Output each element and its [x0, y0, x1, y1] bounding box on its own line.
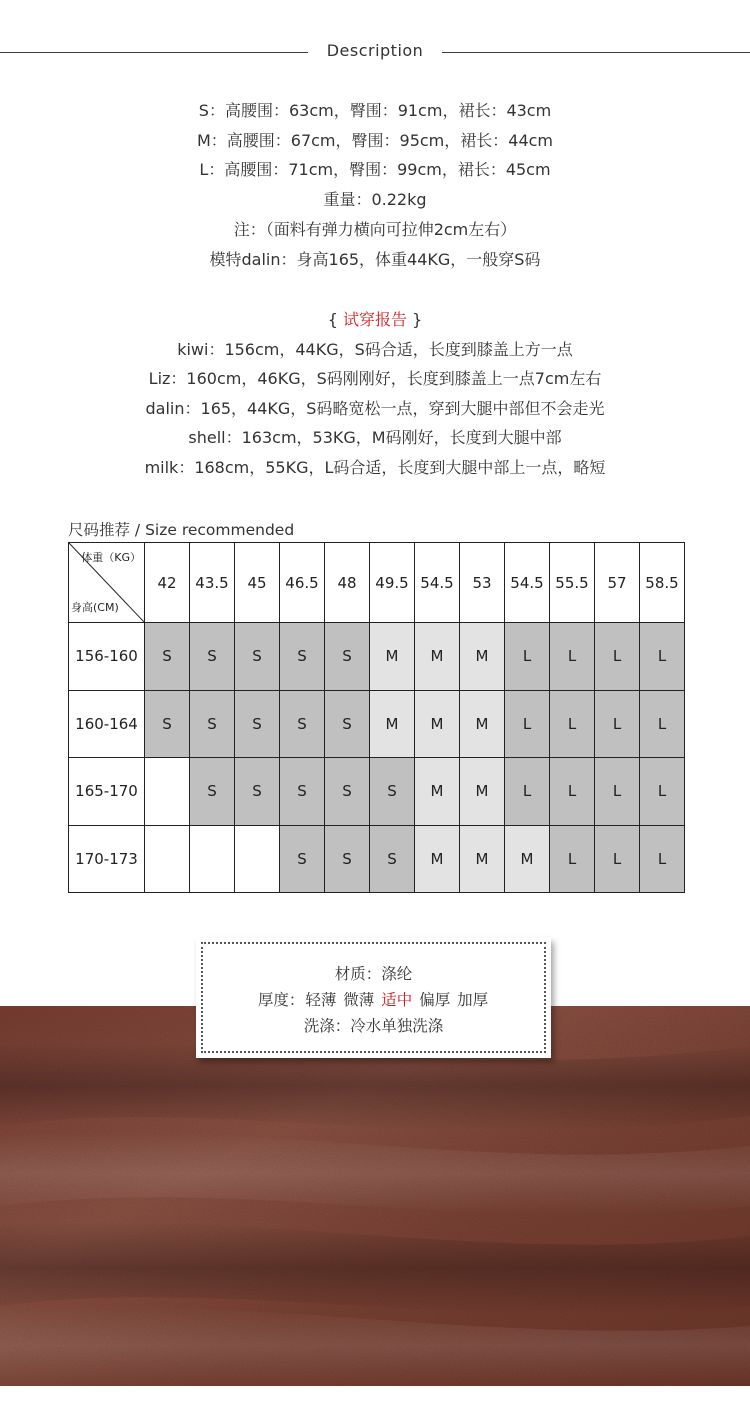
weight-header: 54.5: [415, 543, 460, 623]
spec-line: M：高腰围：67cm，臀围：95cm，裙长：44cm: [196, 130, 554, 150]
height-axis-label: 身高(CM): [71, 601, 119, 614]
trial-entry: dalin：165，44KG，S码略宽松一点，穿到大腿中部但不会走光: [145, 398, 605, 418]
size-cell: M: [505, 825, 550, 893]
size-cell: [145, 825, 190, 893]
trial-entry: kiwi：156cm，44KG，S码合适，长度到膝盖上方一点: [177, 339, 573, 359]
height-range: 160-164: [69, 690, 145, 758]
material-card-border: [201, 942, 546, 1053]
size-cell: M: [460, 825, 505, 893]
size-cell: L: [550, 758, 595, 826]
size-cell: M: [370, 690, 415, 758]
size-cell: M: [370, 623, 415, 691]
size-cell: S: [325, 825, 370, 893]
size-cell: S: [370, 758, 415, 826]
spec-line: 注：（面料有弹力横向可拉伸2cm左右）: [233, 219, 517, 239]
size-cell: L: [640, 825, 685, 893]
trial-entry: Liz：160cm，46KG，S码刚刚好，长度到膝盖上一点7cm左右: [148, 369, 602, 389]
table-row: [69, 690, 685, 758]
weight-header: 55.5: [550, 543, 595, 623]
description-header: [0, 36, 750, 70]
thickness-option: 适中: [381, 991, 413, 1009]
fabric-photo: [0, 1006, 750, 1386]
size-cell: [145, 758, 190, 826]
size-cell: S: [370, 825, 415, 893]
size-cell: L: [640, 758, 685, 826]
size-cell: M: [415, 690, 460, 758]
size-cell: M: [460, 623, 505, 691]
size-cell: M: [415, 623, 460, 691]
size-cell: S: [235, 758, 280, 826]
size-cell: M: [460, 690, 505, 758]
size-cell: S: [190, 623, 235, 691]
size-cell: M: [415, 825, 460, 893]
material-thickness: [203, 987, 544, 1013]
material-card: [196, 938, 551, 1058]
spec-line: 重量：0.22kg: [323, 190, 427, 210]
weight-header: 49.5: [370, 543, 415, 623]
description-title: Description: [326, 41, 424, 60]
spec-list: [0, 96, 750, 274]
size-cell: L: [550, 690, 595, 758]
size-cell: L: [505, 623, 550, 691]
table-row: [69, 758, 685, 826]
divider-left: [0, 52, 308, 53]
trial-report: [0, 305, 750, 483]
trial-report-title: [0, 305, 750, 335]
weight-header: 46.5: [280, 543, 325, 623]
weight-header: 53: [460, 543, 505, 623]
weight-header: 45: [235, 543, 280, 623]
bracket-right: }: [412, 310, 423, 329]
size-cell: S: [190, 758, 235, 826]
weight-header: 58.5: [640, 543, 685, 623]
weight-header: 57: [595, 543, 640, 623]
size-table-heading: 尺码推荐 / Size recommended: [68, 521, 295, 539]
size-cell: L: [595, 690, 640, 758]
height-range: 170-173: [69, 825, 145, 893]
size-cell: [190, 825, 235, 893]
thickness-option: 微薄: [343, 991, 375, 1009]
spec-line: S：高腰围：63cm，臀围：91cm，裙长：43cm: [198, 101, 552, 120]
size-cell: M: [415, 758, 460, 826]
size-cell: L: [550, 623, 595, 691]
size-cell: S: [280, 623, 325, 691]
size-cell: L: [640, 690, 685, 758]
size-cell: S: [325, 758, 370, 826]
trial-entry: milk：168cm，55KG，L码合适，长度到大腿中部上一点，略短: [144, 457, 606, 477]
height-range: 165-170: [69, 758, 145, 826]
size-cell: S: [145, 690, 190, 758]
size-cell: S: [280, 825, 325, 893]
spec-line: L：高腰围：71cm，臀围：99cm，裙长：45cm: [199, 160, 551, 180]
weight-header: 48: [325, 543, 370, 623]
table-row: [69, 623, 685, 691]
table-corner: [69, 543, 145, 623]
fabric-image: [0, 1006, 750, 1386]
size-cell: L: [640, 623, 685, 691]
size-cell: S: [235, 623, 280, 691]
weight-header: 54.5: [505, 543, 550, 623]
size-cell: S: [280, 690, 325, 758]
bracket-left: {: [327, 310, 338, 329]
size-cell: [235, 825, 280, 893]
spec-line: 模特dalin：身高165，体重44KG，一般穿S码: [209, 249, 541, 269]
size-cell: L: [595, 825, 640, 893]
size-cell: S: [235, 690, 280, 758]
divider-right: [442, 52, 750, 53]
trial-entry: shell：163cm，53KG，M码刚好，长度到大腿中部: [188, 428, 562, 448]
thickness-label: 厚度：: [257, 991, 305, 1009]
trial-report-heading: 试穿报告: [342, 310, 407, 329]
material-wash: 洗涤：冷水单独洗涤: [303, 1017, 444, 1035]
size-cell: M: [460, 758, 505, 826]
size-cell: S: [325, 690, 370, 758]
thickness-option: 偏厚: [419, 991, 451, 1009]
size-cell: S: [190, 690, 235, 758]
size-cell: S: [145, 623, 190, 691]
size-cell: L: [595, 758, 640, 826]
size-cell: L: [505, 690, 550, 758]
weight-axis-label: 体重（KG）: [81, 551, 141, 564]
weight-header: 43.5: [190, 543, 235, 623]
size-table: [68, 542, 685, 893]
size-cell: S: [325, 623, 370, 691]
size-cell: L: [550, 825, 595, 893]
table-row: [69, 825, 685, 893]
size-cell: L: [505, 758, 550, 826]
thickness-option: 加厚: [457, 991, 489, 1009]
thickness-option: 轻薄: [305, 991, 337, 1009]
size-cell: L: [595, 623, 640, 691]
weight-header: 42: [145, 543, 190, 623]
material-fabric: 材质：涤纶: [334, 965, 413, 983]
size-cell: S: [280, 758, 325, 826]
height-range: 156-160: [69, 623, 145, 691]
